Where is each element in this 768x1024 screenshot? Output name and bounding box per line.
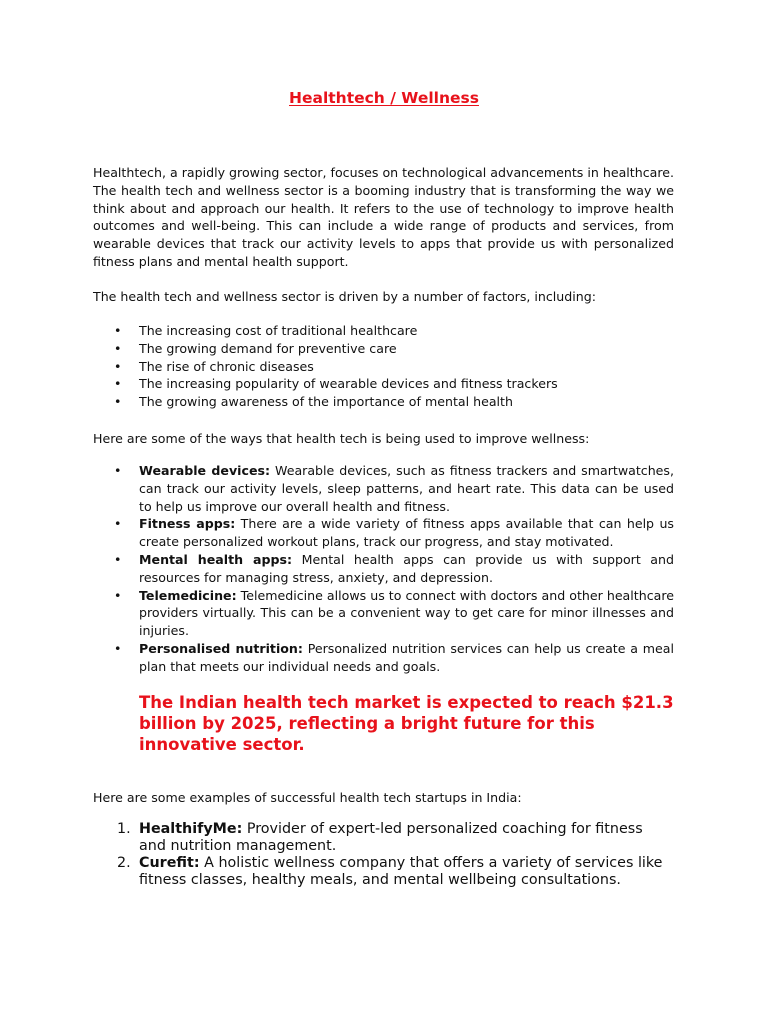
list-item [93, 322, 674, 340]
way-term: Fitness apps: [139, 516, 236, 532]
bullet-icon: • [114, 551, 122, 567]
ways-intro: Here are some of the ways that health tech is being used to improve wellness: [93, 431, 590, 446]
way-text: There are a wide variety of fitness apps available that can help us create personalized workout plans, track our progress, and stay motivated. [139, 516, 674, 550]
factor-text: The increasing cost of traditional healthcare [139, 323, 418, 338]
bullet-icon: • [114, 323, 122, 338]
startup-name: HealthifyMe: [139, 821, 243, 837]
bullet-icon: • [114, 394, 122, 410]
way-text: Mental health apps can provide us with support and resources for managing stress, anxiety, and depression. [139, 551, 674, 585]
startup-text: Provider of expert-led personalized coaching for fitness and nutrition management. [139, 821, 643, 854]
list-item [93, 515, 674, 551]
market-highlight: The Indian health tech market is expected to reach $21.3 billion by 2025, reflecting a bright future for this innovative sector. [139, 693, 674, 754]
item-number: 1. [117, 821, 131, 837]
factor-text: The growing awareness of the importance of mental health [139, 394, 513, 410]
factor-text: The increasing popularity of wearable devices and fitness trackers [139, 376, 558, 392]
list-item [93, 375, 674, 393]
way-term: Personalised nutrition: [139, 640, 303, 656]
startup-text: A holistic wellness company that offers a variety of services like fitness classes, healthy meals, and mental wellbeing consultations. [139, 855, 663, 888]
bullet-icon: • [114, 640, 122, 656]
list-item [93, 358, 674, 376]
list-item [93, 855, 674, 889]
way-text: Wearable devices, such as fitness trackers and smartwatches, can track our activity levels, sleep patterns, and heart rate. This data can be used to help us improve our overall health and fitness. [139, 463, 674, 514]
intro-paragraph: Healthtech, a rapidly growing sector, focuses on technological advancements in healthcare. The health tech and wellness sector is a booming industry that is transforming the way we think about and approach our health. It refers to the use of technology to improve health outcomes and well-being. This can include a wide range of products and services, from wearable devices that track our activity levels to apps that provide us with personalized fitness plans and mental health support. [93, 165, 674, 269]
item-number: 2. [117, 855, 131, 871]
startups-intro: Here are some examples of successful health tech startups in India: [93, 790, 522, 805]
page-title: Healthtech / Wellness [289, 89, 479, 107]
list-item [93, 393, 674, 411]
way-term: Mental health apps: [139, 551, 293, 567]
list-item [93, 340, 674, 358]
startups-list [93, 821, 674, 889]
bullet-icon: • [114, 463, 122, 478]
bullet-icon: • [114, 358, 122, 374]
factors-intro: The health tech and wellness sector is driven by a number of factors, including: [93, 289, 596, 304]
way-term: Wearable devices: [139, 463, 271, 478]
bullet-icon: • [114, 516, 122, 532]
list-item [93, 462, 674, 515]
factor-text: The growing demand for preventive care [139, 340, 397, 356]
startup-name: Curefit: [139, 855, 200, 871]
way-text: Personalized nutrition services can help us create a meal plan that meets our individual needs and goals. [139, 640, 675, 674]
factors-list [93, 322, 674, 411]
bullet-icon: • [114, 376, 122, 392]
list-item [93, 640, 674, 676]
factor-text: The rise of chronic diseases [139, 358, 314, 374]
list-item [93, 587, 674, 640]
way-term: Telemedicine: [139, 587, 237, 603]
ways-list [93, 462, 674, 676]
bullet-icon: • [114, 587, 122, 603]
list-item [93, 821, 674, 855]
way-text: Telemedicine allows us to connect with doctors and other healthcare providers virtually. This can be a convenient way to get care for minor illnesses and injuries. [139, 587, 674, 639]
list-item [93, 551, 674, 587]
bullet-icon: • [114, 340, 122, 356]
